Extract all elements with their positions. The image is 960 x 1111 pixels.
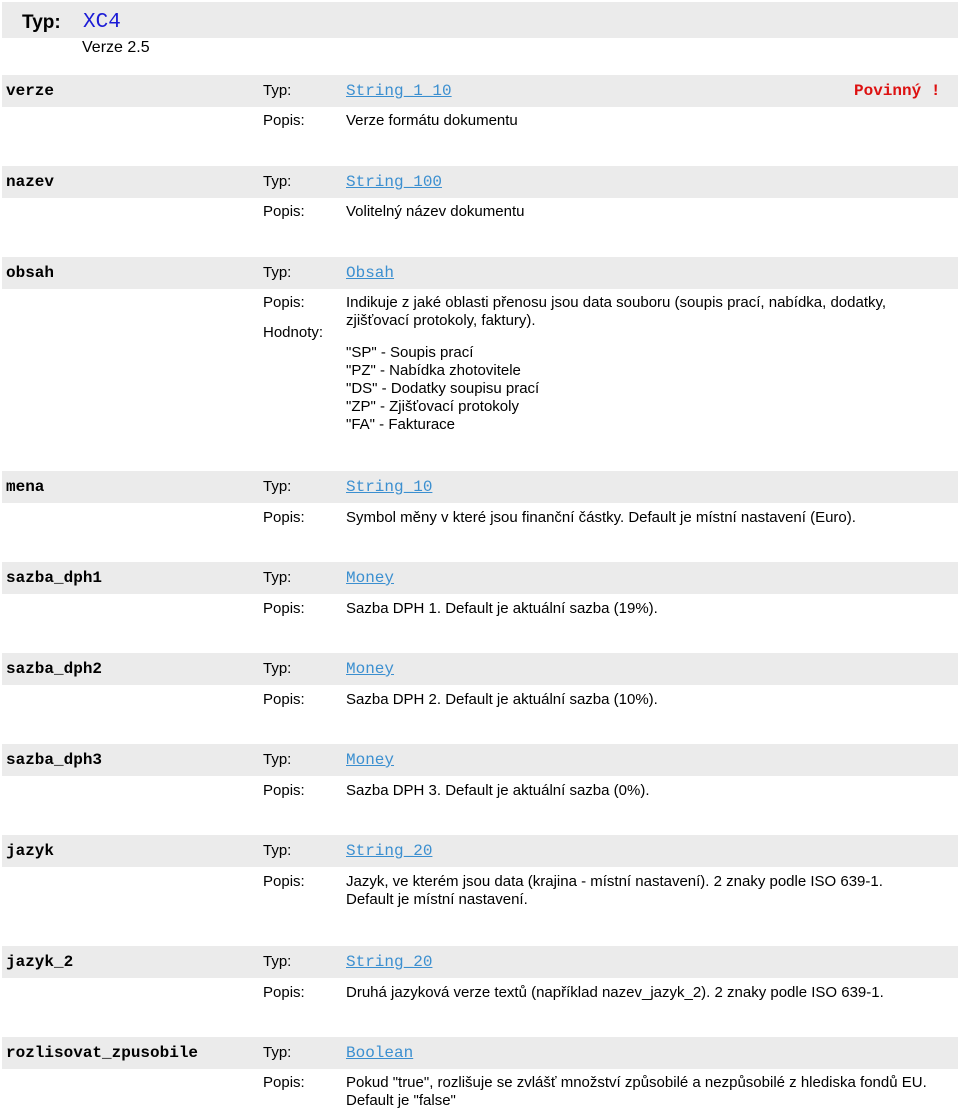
field-description: Indikuje z jaké oblasti přenosu jsou data souboru (soupis prací, nabídka, dodatky, zjišťovací protokoly, faktury). bbox=[346, 294, 887, 329]
field-name: sazba_dph2 bbox=[6, 660, 103, 678]
popis-label: Popis: bbox=[263, 203, 305, 220]
hodnoty-label: Hodnoty: bbox=[263, 324, 324, 341]
popis-label: Popis: bbox=[263, 691, 305, 708]
field-header-row bbox=[2, 471, 958, 503]
typ-label: Typ: bbox=[263, 953, 292, 970]
field-name: mena bbox=[6, 478, 45, 496]
field-header-row bbox=[2, 744, 958, 776]
typ-label: Typ: bbox=[263, 82, 292, 99]
field-name: rozlisovat_zpusobile bbox=[6, 1044, 199, 1062]
field-description: Jazyk, ve kterém jsou data (krajina - místní nastavení). 2 znaky podle ISO 639-1. Default je místní nastavení. bbox=[346, 873, 883, 908]
field-description: Volitelný název dokumentu bbox=[346, 203, 525, 220]
field-header-row bbox=[2, 166, 958, 198]
field-values: "SP" - Soupis prací "PZ" - Nabídka zhotovitele "DS" - Dodatky soupisu prací "ZP" - Zjišťovací protokoly "FA" - Fakturace bbox=[346, 344, 540, 433]
typ-label: Typ: bbox=[263, 842, 292, 859]
field-description: Pokud "true", rozlišuje se zvlášť množství způsobilé a nezpůsobilé z hlediska fondů EU. Default je "false" bbox=[346, 1074, 927, 1109]
required-badge: Povinný ! bbox=[854, 82, 941, 100]
field-header-row bbox=[2, 946, 958, 978]
typ-label: Typ: bbox=[263, 264, 292, 281]
type-link[interactable]: Money bbox=[346, 569, 395, 587]
field-header-row bbox=[2, 257, 958, 289]
popis-label: Popis: bbox=[263, 873, 305, 890]
field-description: Sazba DPH 2. Default je aktuální sazba (10%). bbox=[346, 691, 658, 708]
type-link[interactable]: Obsah bbox=[346, 264, 395, 282]
type-link[interactable]: String_10 bbox=[346, 478, 433, 496]
typ-label: Typ: bbox=[263, 1044, 292, 1061]
field-header-row bbox=[2, 562, 958, 594]
typ-label: Typ: bbox=[263, 751, 292, 768]
typ-label: Typ: bbox=[263, 478, 292, 495]
field-description: Sazba DPH 1. Default je aktuální sazba (19%). bbox=[346, 600, 658, 617]
field-name: sazba_dph3 bbox=[6, 751, 103, 769]
field-description: Verze formátu dokumentu bbox=[346, 112, 518, 129]
type-link[interactable]: String_1_10 bbox=[346, 82, 452, 100]
popis-label: Popis: bbox=[263, 1074, 305, 1091]
type-link[interactable]: String_20 bbox=[346, 953, 433, 971]
popis-label: Popis: bbox=[263, 600, 305, 617]
field-name: obsah bbox=[6, 264, 55, 282]
typ-label: Typ: bbox=[263, 569, 292, 586]
field-description: Druhá jazyková verze textů (například nazev_jazyk_2). 2 znaky podle ISO 639-1. bbox=[346, 984, 884, 1001]
popis-label: Popis: bbox=[263, 509, 305, 526]
type-name: XC4 bbox=[83, 11, 121, 34]
field-description: Sazba DPH 3. Default je aktuální sazba (0%). bbox=[346, 782, 650, 799]
field-name: sazba_dph1 bbox=[6, 569, 103, 587]
header-typ-label: Typ: bbox=[22, 12, 61, 33]
typ-label: Typ: bbox=[263, 660, 292, 677]
type-link[interactable]: Money bbox=[346, 751, 395, 769]
field-name: jazyk_2 bbox=[6, 953, 74, 971]
typ-label: Typ: bbox=[263, 173, 292, 190]
type-link[interactable]: Boolean bbox=[346, 1044, 414, 1062]
field-header-row bbox=[2, 653, 958, 685]
field-name: verze bbox=[6, 82, 55, 100]
popis-label: Popis: bbox=[263, 294, 305, 311]
type-link[interactable]: String_100 bbox=[346, 173, 443, 191]
field-header-row bbox=[2, 835, 958, 867]
type-link[interactable]: Money bbox=[346, 660, 395, 678]
field-name: nazev bbox=[6, 173, 55, 191]
type-header bbox=[2, 2, 958, 38]
field-description: Symbol měny v které jsou finanční částky. Default je místní nastavení (Euro). bbox=[346, 509, 856, 526]
popis-label: Popis: bbox=[263, 984, 305, 1001]
field-header-row bbox=[2, 75, 958, 107]
popis-label: Popis: bbox=[263, 112, 305, 129]
field-name: jazyk bbox=[6, 842, 55, 860]
popis-label: Popis: bbox=[263, 782, 305, 799]
version-label: Verze 2.5 bbox=[82, 39, 150, 56]
type-link[interactable]: String_20 bbox=[346, 842, 433, 860]
